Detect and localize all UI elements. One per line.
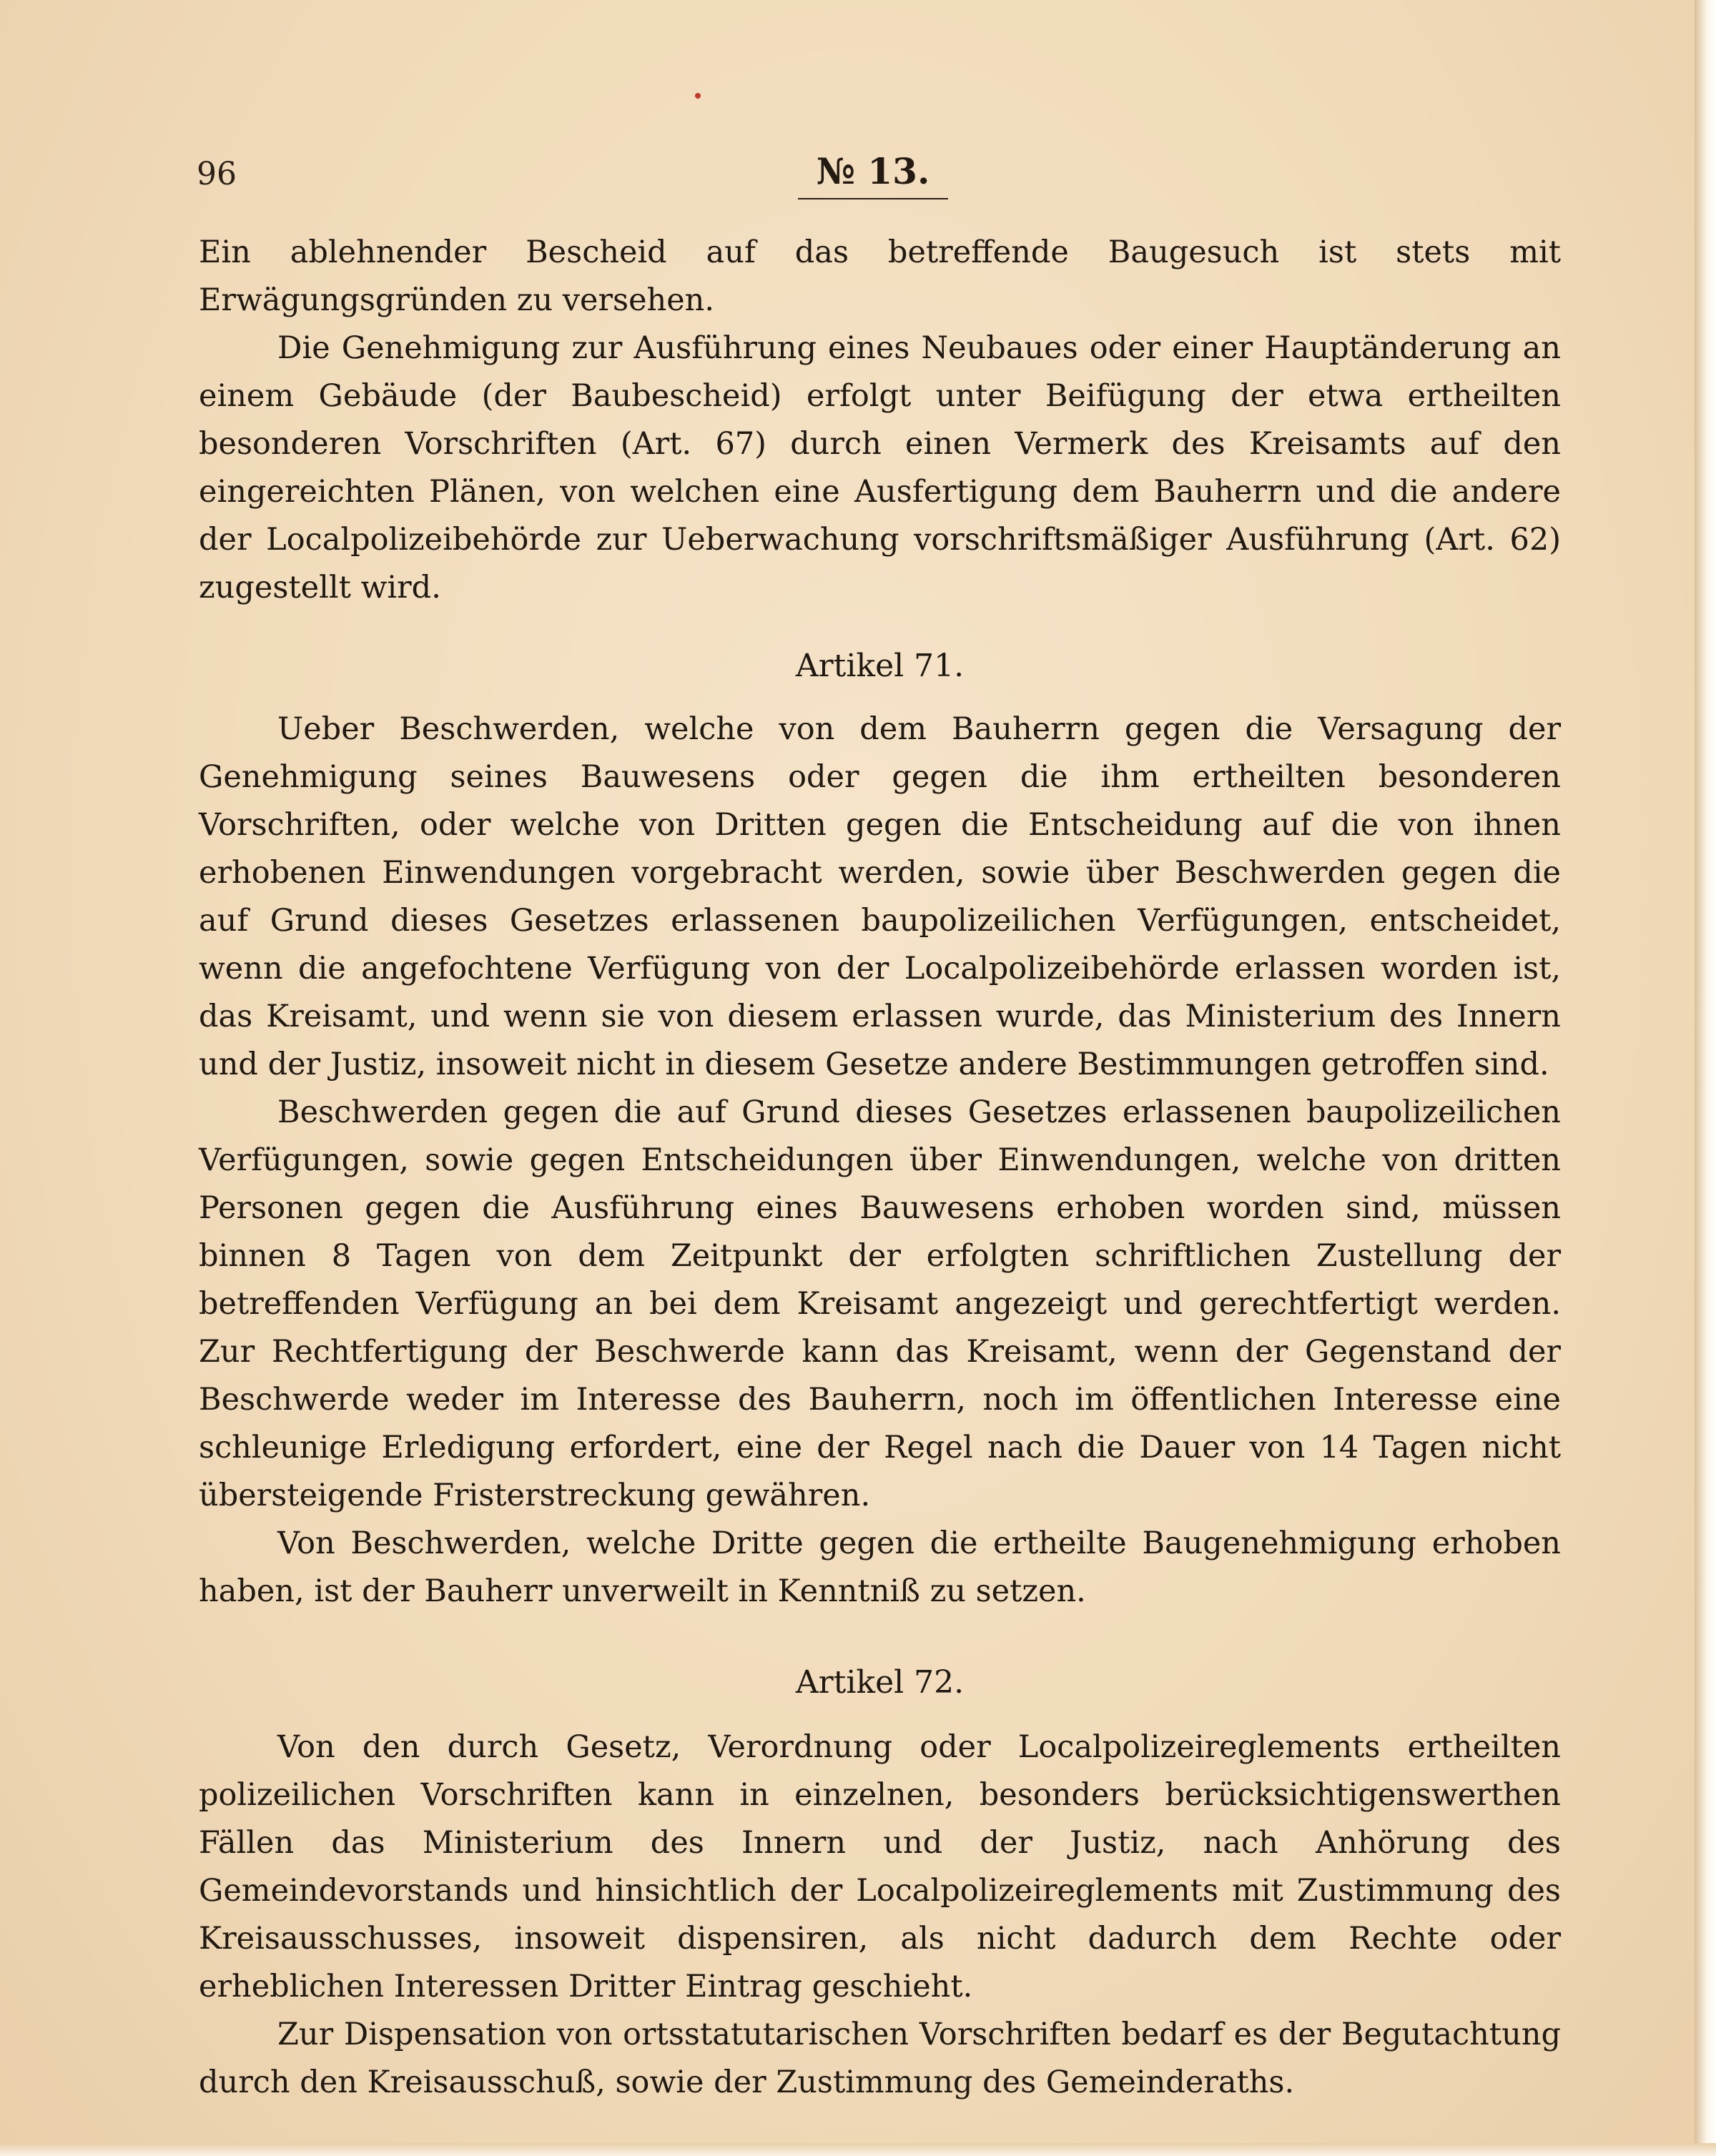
article-71-heading: Artikel 71. [795, 648, 965, 684]
article-72-paragraph-1: Von den durch Gesetz, Verordnung oder Localpolizeireglements ertheilten polizeilichen Vorschriften kann in einzelnen, besonders berücksichtigenswerthen Fällen das Ministerium des Innern und der Justiz, nach Anhörung des Gemeindevorstands und hinsichtlich der Localpolizeireglements mit Zustimmung des Kreisausschusses, insoweit dispensiren, als nicht dadurch dem Rechte oder erheblichen Interessen Dritter Eintrag geschieht. [199, 1729, 1561, 2004]
issue-number: № 13. [798, 150, 948, 199]
ink-speck [695, 93, 701, 99]
intro-paragraph-2: Die Genehmigung zur Ausführung eines Neubaues oder einer Hauptänderung an einem Gebäude (der Baubescheid) erfolgt unter Beifügung der etwa ertheilten besonderen Vorschriften (Art. 67) durch einen Vermerk des Kreisamts auf den eingereichten Plänen, von welchen eine Ausfertigung dem Bauherrn und die andere der Localpolizeibehörde zur Ueberwachung vorschriftsmäßiger Ausführung (Art. 62) zugestellt wird. [199, 330, 1561, 605]
page-number: 96 [197, 156, 237, 192]
article-71-paragraph-3: Von Beschwerden, welche Dritte gegen die ertheilte Baugenehmigung erhoben haben, ist der Bauherr unverweilt in Kenntniß zu setzen. [199, 1525, 1561, 1609]
article-72-heading: Artikel 72. [795, 1664, 965, 1701]
page-edge-right [1695, 0, 1716, 2156]
article-71-paragraph-1: Ueber Beschwerden, welche von dem Bauherrn gegen die Versagung der Genehmigung seines Bauwesens oder gegen die ihm ertheilten besonderen Vorschriften, oder welche von Dritten gegen die Entscheidung auf die von ihnen erhobenen Einwendungen vorgebracht werden, sowie über Beschwerden gegen die auf Grund dieses Gesetzes erlassenen baupolizeilichen Verfügungen, entscheidet, wenn die angefochtene Verfügung von der Localpolizeibehörde erlassen worden ist, das Kreisamt, und wenn sie von diesem erlassen wurde, das Ministerium des Innern und der Justiz, insoweit nicht in diesem Gesetze andere Bestimmungen getroffen sind. [199, 711, 1561, 1082]
page-edge-bottom [0, 2143, 1716, 2156]
article-72-paragraph-2: Zur Dispensation von ortsstatutarischen Vorschriften bedarf es der Begutachtung durch den Kreisausschuß, sowie der Zustimmung des Gemeinderaths. [199, 2017, 1561, 2100]
body-text [199, 229, 1561, 2107]
intro-paragraph-1: Ein ablehnender Bescheid auf das betreffende Baugesuch ist stets mit Erwägungsgründen zu versehen. [199, 234, 1561, 318]
article-71-paragraph-2: Beschwerden gegen die auf Grund dieses Gesetzes erlassenen baupolizeilichen Verfügungen, sowie gegen Entscheidungen über Einwendungen, welche von dritten Personen gegen die Ausführung eines Bauwesens erhoben worden sind, müssen binnen 8 Tagen von dem Zeitpunkt der erfolgten schriftlichen Zustellung der betreffenden Verfügung an bei dem Kreisamt angezeigt und gerechtfertigt werden. Zur Rechtfertigung der Beschwerde kann das Kreisamt, wenn der Gegenstand der Beschwerde weder im Interesse des Bauherrn, noch im öffentlichen Interesse eine schleunige Erledigung erfordert, eine der Regel nach die Dauer von 14 Tagen nicht übersteigende Fristerstreckung gewähren. [199, 1094, 1561, 1513]
